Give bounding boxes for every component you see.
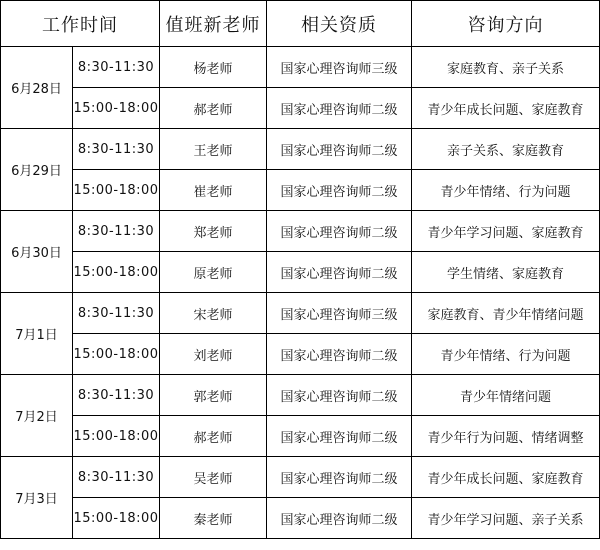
teacher-cell: 宋老师 xyxy=(160,293,267,334)
direction-cell: 家庭教育、青少年情绪问题 xyxy=(412,293,600,334)
teacher-cell: 郝老师 xyxy=(160,416,267,457)
teacher-cell: 郭老师 xyxy=(160,375,267,416)
direction-cell: 青少年学习问题、家庭教育 xyxy=(412,211,600,252)
schedule-body xyxy=(1,47,600,539)
qualification-cell: 国家心理咨询师二级 xyxy=(267,457,412,498)
header-direction: 咨询方向 xyxy=(412,1,600,47)
qualification-cell: 国家心理咨询师二级 xyxy=(267,88,412,129)
qualification-cell: 国家心理咨询师二级 xyxy=(267,252,412,293)
direction-cell: 青少年成长问题、家庭教育 xyxy=(412,88,600,129)
date-cell: 7月2日 xyxy=(1,375,73,457)
teacher-cell: 吴老师 xyxy=(160,457,267,498)
teacher-cell: 王老师 xyxy=(160,129,267,170)
qualification-cell: 国家心理咨询师二级 xyxy=(267,129,412,170)
teacher-cell: 刘老师 xyxy=(160,334,267,375)
header-row xyxy=(1,1,600,47)
header-teacher: 值班新老师 xyxy=(160,1,267,47)
header-work-time: 工作时间 xyxy=(1,1,160,47)
table-row xyxy=(1,457,600,498)
qualification-cell: 国家心理咨询师二级 xyxy=(267,498,412,539)
direction-cell: 青少年学习问题、亲子关系 xyxy=(412,498,600,539)
direction-cell: 家庭教育、亲子关系 xyxy=(412,47,600,88)
qualification-cell: 国家心理咨询师二级 xyxy=(267,416,412,457)
table-row xyxy=(1,129,600,170)
table-row xyxy=(1,334,600,375)
teacher-cell: 郝老师 xyxy=(160,88,267,129)
table-row xyxy=(1,416,600,457)
table-row xyxy=(1,293,600,334)
direction-cell: 青少年情绪、行为问题 xyxy=(412,170,600,211)
table-row xyxy=(1,252,600,293)
table-row xyxy=(1,498,600,539)
direction-cell: 青少年情绪、行为问题 xyxy=(412,334,600,375)
time-cell: 8:30-11:30 xyxy=(73,47,160,88)
qualification-cell: 国家心理咨询师二级 xyxy=(267,375,412,416)
direction-cell: 青少年成长问题、家庭教育 xyxy=(412,457,600,498)
time-cell: 8:30-11:30 xyxy=(73,293,160,334)
table-row xyxy=(1,211,600,252)
qualification-cell: 国家心理咨询师二级 xyxy=(267,334,412,375)
direction-cell: 青少年行为问题、情绪调整 xyxy=(412,416,600,457)
time-cell: 8:30-11:30 xyxy=(73,129,160,170)
time-cell: 15:00-18:00 xyxy=(73,416,160,457)
qualification-cell: 国家心理咨询师三级 xyxy=(267,47,412,88)
date-cell: 6月29日 xyxy=(1,129,73,211)
table-row xyxy=(1,88,600,129)
table-row xyxy=(1,170,600,211)
time-cell: 8:30-11:30 xyxy=(73,375,160,416)
time-cell: 15:00-18:00 xyxy=(73,334,160,375)
date-cell: 7月3日 xyxy=(1,457,73,539)
teacher-cell: 原老师 xyxy=(160,252,267,293)
time-cell: 15:00-18:00 xyxy=(73,498,160,539)
direction-cell: 亲子关系、家庭教育 xyxy=(412,129,600,170)
teacher-cell: 杨老师 xyxy=(160,47,267,88)
qualification-cell: 国家心理咨询师二级 xyxy=(267,211,412,252)
table-row xyxy=(1,47,600,88)
time-cell: 8:30-11:30 xyxy=(73,457,160,498)
time-cell: 15:00-18:00 xyxy=(73,88,160,129)
time-cell: 15:00-18:00 xyxy=(73,252,160,293)
qualification-cell: 国家心理咨询师三级 xyxy=(267,293,412,334)
direction-cell: 学生情绪、家庭教育 xyxy=(412,252,600,293)
teacher-cell: 秦老师 xyxy=(160,498,267,539)
teacher-cell: 郑老师 xyxy=(160,211,267,252)
direction-cell: 青少年情绪问题 xyxy=(412,375,600,416)
date-cell: 6月30日 xyxy=(1,211,73,293)
time-cell: 8:30-11:30 xyxy=(73,211,160,252)
time-cell: 15:00-18:00 xyxy=(73,170,160,211)
teacher-cell: 崔老师 xyxy=(160,170,267,211)
date-cell: 7月1日 xyxy=(1,293,73,375)
qualification-cell: 国家心理咨询师二级 xyxy=(267,170,412,211)
header-qualification: 相关资质 xyxy=(267,1,412,47)
date-cell: 6月28日 xyxy=(1,47,73,129)
table-row xyxy=(1,375,600,416)
